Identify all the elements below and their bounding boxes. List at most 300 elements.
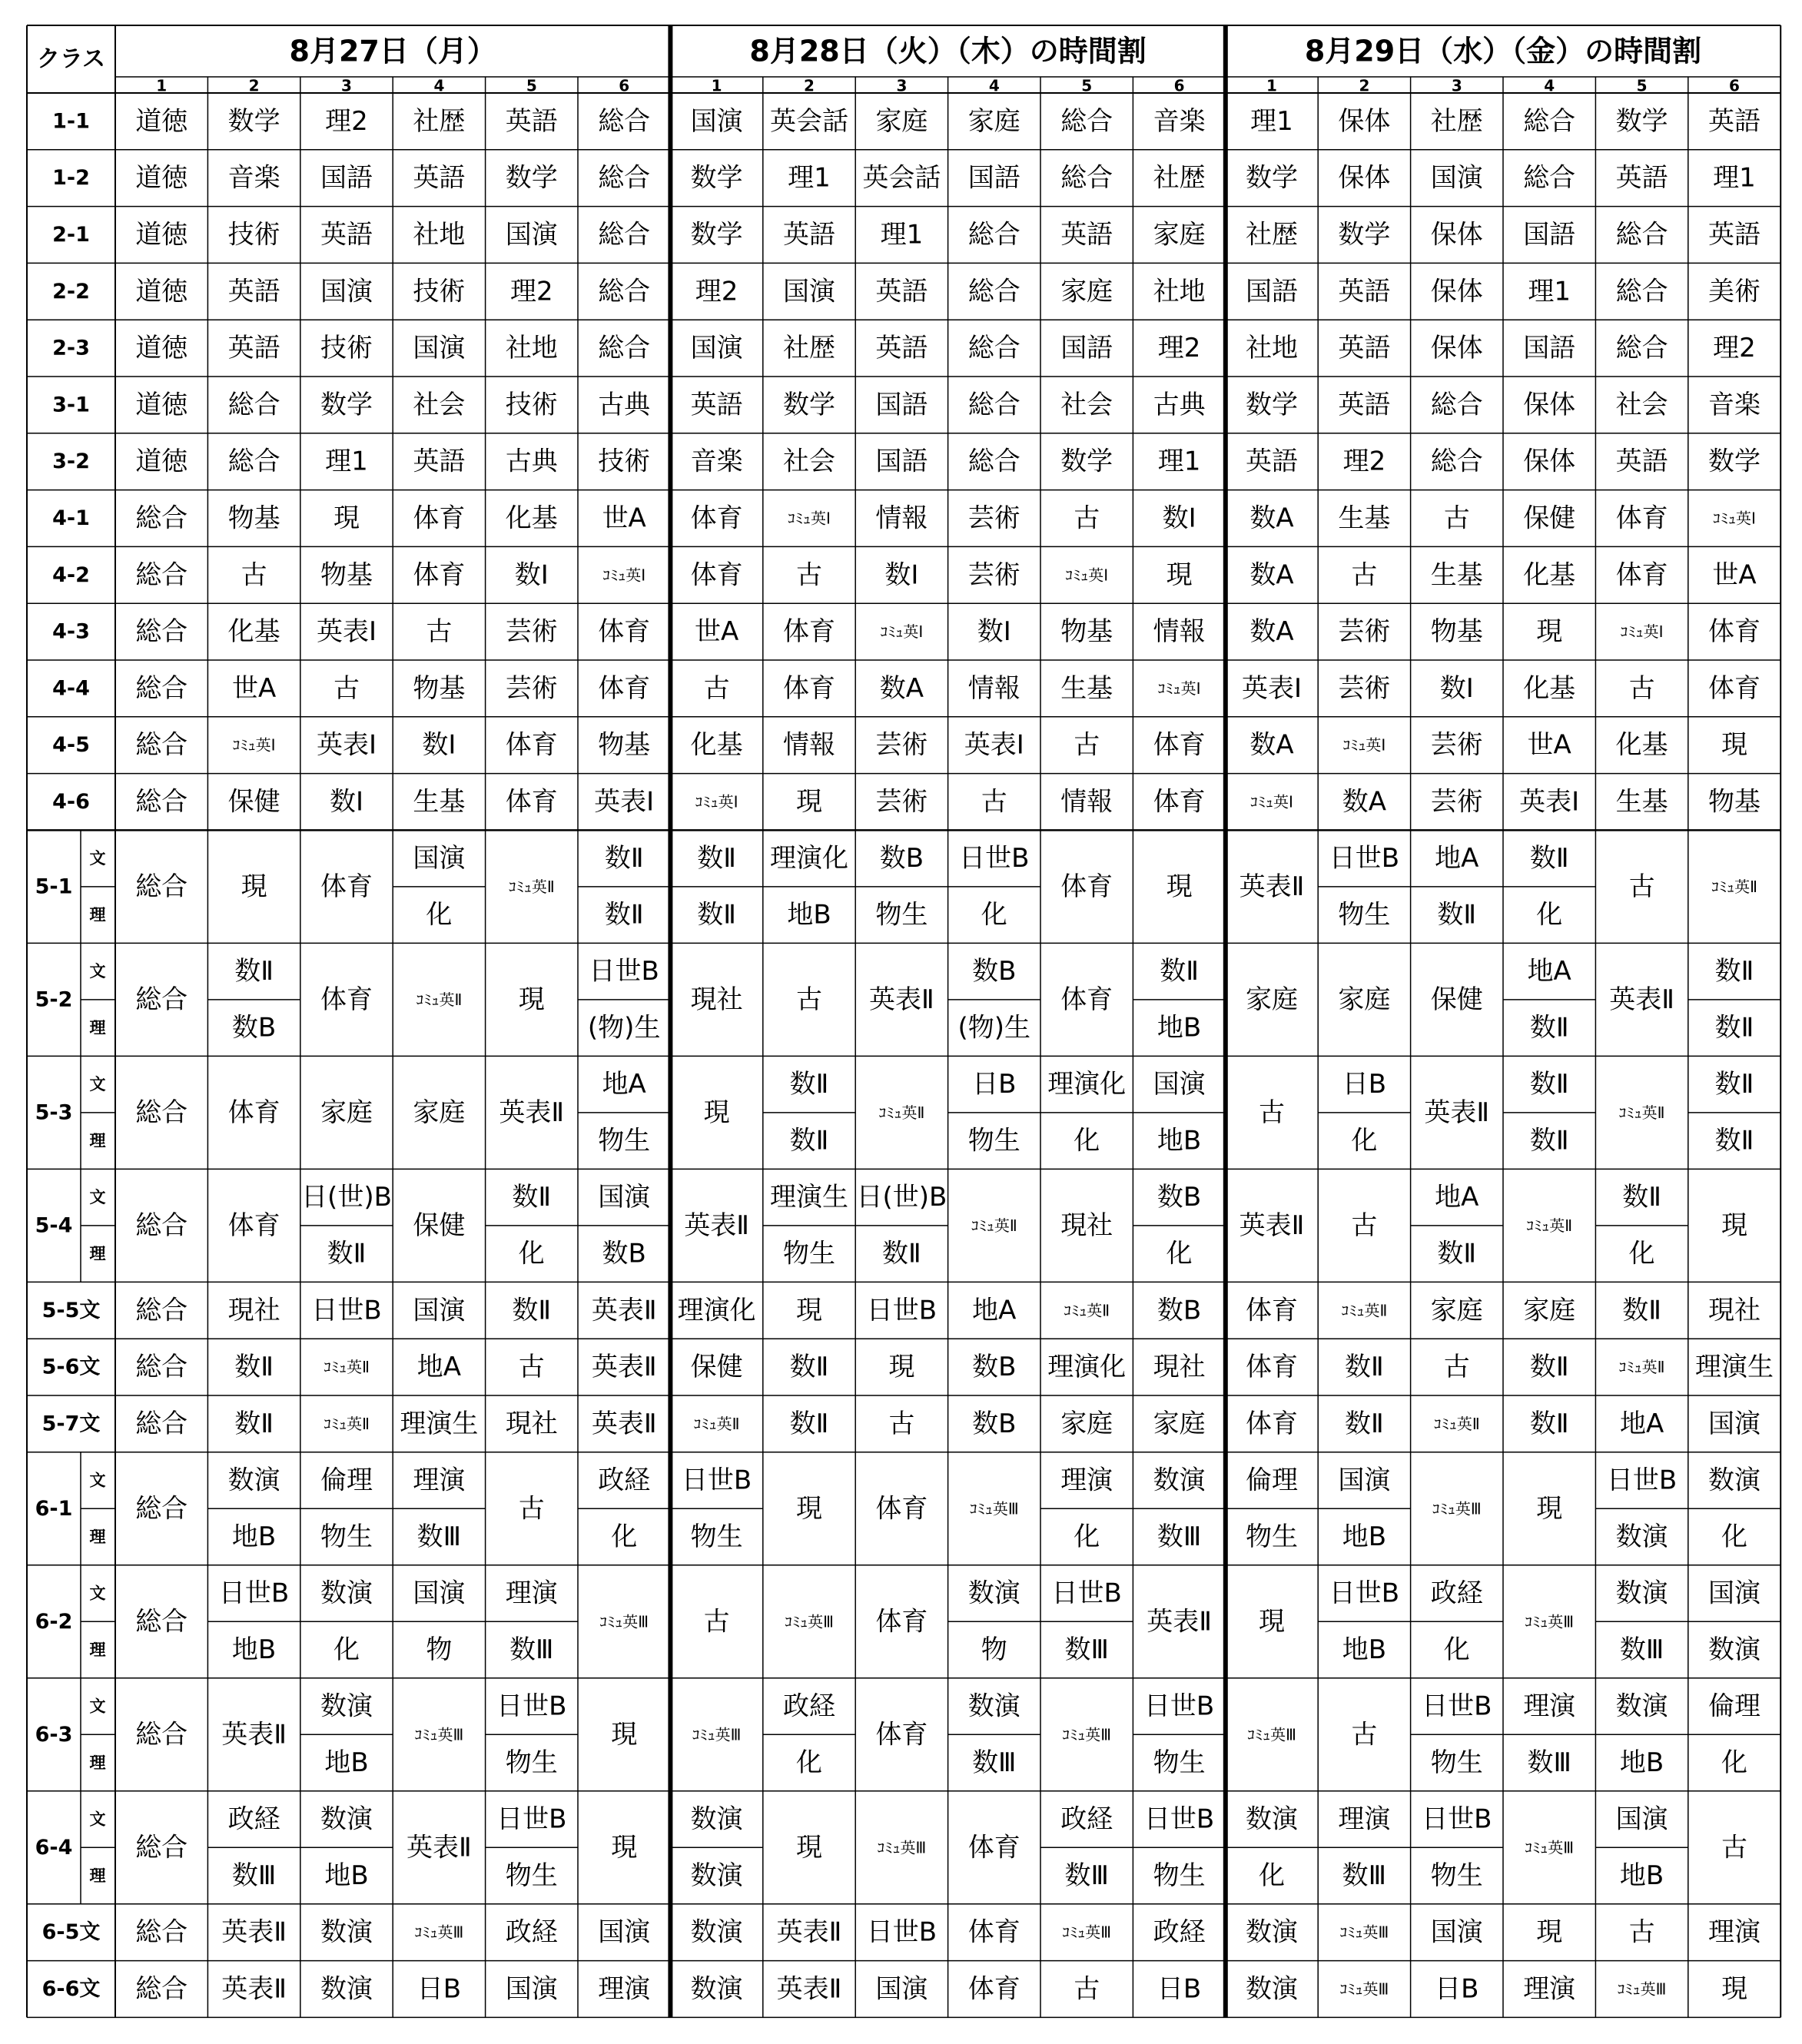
period-number: 2 — [248, 76, 260, 95]
timetable-cell: 英表Ⅰ — [964, 729, 1024, 761]
timetable-cell: 総合 — [1060, 162, 1113, 194]
class-label: 4-1 — [52, 506, 90, 530]
timetable-cell: ｺﾐｭ英Ⅰ — [1065, 566, 1109, 585]
timetable-cell: 日世B — [1606, 1465, 1678, 1496]
timetable-cell: 地B — [1157, 1125, 1202, 1156]
timetable-cell: 総合 — [1523, 162, 1576, 194]
timetable-cell: 世A — [231, 672, 277, 704]
timetable-cell: 国演 — [690, 105, 743, 137]
timetable-cell: 体育 — [1060, 984, 1113, 1015]
timetable-cell: 体育 — [227, 1097, 280, 1128]
timetable-cell: 物生 — [1338, 899, 1391, 931]
timetable-cell: 古 — [1074, 1973, 1100, 2005]
timetable-cell: 数演 — [690, 1916, 743, 1948]
timetable-cell: 世A — [602, 503, 646, 534]
timetable-cell: 体育 — [227, 1209, 280, 1241]
timetable-cell: 日(世)B — [856, 1182, 947, 1213]
timetable-cell: 古 — [334, 672, 360, 704]
timetable-cell: 芸術 — [505, 616, 558, 648]
timetable-cell: 数学 — [1615, 105, 1668, 137]
timetable-cell: 現 — [1536, 616, 1563, 648]
timetable-cell: 数Ⅰ — [422, 729, 456, 761]
timetable-cell: 日B — [416, 1973, 462, 2005]
timetable-cell: 現 — [241, 871, 267, 902]
class-label: 5-3 — [35, 1100, 73, 1125]
timetable-cell: 物生 — [875, 899, 928, 931]
timetable-cell: 数演 — [1708, 1634, 1761, 1666]
timetable-cell: 政経 — [783, 1691, 835, 1722]
timetable-cell: 現 — [703, 1097, 730, 1128]
class-label: 5-4 — [35, 1213, 73, 1238]
timetable-cell: 政経 — [227, 1803, 280, 1835]
timetable-cell: 数Ⅱ — [234, 956, 274, 987]
timetable-cell: 総合 — [598, 219, 651, 251]
timetable-cell: 数演 — [227, 1465, 280, 1496]
class-label: 2-3 — [52, 336, 90, 360]
timetable-cell: 道徳 — [135, 333, 188, 364]
timetable-cell: 日世B — [866, 1295, 938, 1326]
timetable-cell: 体育 — [1153, 786, 1206, 818]
timetable-cell: 数演 — [1615, 1578, 1668, 1609]
timetable-cell: 地B — [324, 1747, 369, 1779]
timetable-cell: 総合 — [1060, 105, 1113, 137]
timetable-cell: 化 — [1721, 1521, 1747, 1553]
timetable-cell: 体育 — [1060, 871, 1113, 902]
timetable-cell: 倫理 — [1708, 1691, 1761, 1722]
timetable-cell: 化 — [981, 899, 1007, 931]
timetable-cell: 数演 — [967, 1691, 1020, 1722]
timetable-cell: 社会 — [1060, 389, 1113, 420]
timetable-cell: 家庭 — [875, 105, 928, 137]
timetable-cell: 現社 — [1708, 1295, 1761, 1326]
timetable-cell: 理2 — [1713, 333, 1756, 364]
track-label-bun: 文 — [89, 1188, 106, 1207]
timetable-cell: 地B — [231, 1634, 277, 1666]
timetable-cell: 英表Ⅱ — [1424, 1097, 1490, 1128]
timetable-cell: 現 — [1721, 1209, 1747, 1241]
timetable-cell: ｺﾐｭ英Ⅱ — [971, 1216, 1017, 1235]
timetable-cell: 日世B — [1329, 843, 1400, 874]
timetable-cell: ｺﾐｭ英Ⅰ — [602, 566, 646, 585]
timetable-cell: 数学 — [690, 219, 743, 251]
timetable-cell: 数Ⅱ — [512, 1295, 552, 1326]
timetable-cell: 総合 — [967, 219, 1020, 251]
timetable-cell: 数Ⅱ — [1529, 1408, 1569, 1439]
timetable-cell: 理演 — [1060, 1465, 1113, 1496]
timetable-cell: 体育 — [598, 672, 651, 704]
timetable-cell: 国演 — [1708, 1408, 1761, 1439]
class-header: クラス — [36, 45, 106, 73]
timetable-cell: 技術 — [598, 446, 651, 477]
timetable-cell: 総合 — [135, 729, 188, 761]
timetable-cell: 芸術 — [1430, 786, 1483, 818]
timetable-cell: 現 — [1536, 1493, 1563, 1525]
timetable-cell: 英語 — [413, 446, 466, 477]
timetable-cell: ｺﾐｭ英Ⅲ — [414, 1725, 464, 1744]
timetable-cell: 総合 — [135, 1832, 188, 1863]
timetable-cell: 数Ⅱ — [789, 1352, 829, 1383]
period-number: 4 — [1544, 76, 1555, 95]
timetable-cell: 日世B — [218, 1578, 290, 1609]
timetable-cell: 社地 — [413, 219, 466, 251]
timetable-cell: 芸術 — [505, 672, 558, 704]
track-label-ri: 理 — [89, 1131, 106, 1150]
track-label-ri: 理 — [89, 1641, 106, 1660]
timetable-cell: 情報 — [1060, 786, 1113, 818]
timetable-cell: 数演 — [1246, 1916, 1298, 1948]
timetable-cell: 総合 — [135, 672, 188, 704]
timetable-cell: 情報 — [967, 672, 1020, 704]
timetable-cell: 理2 — [1157, 333, 1201, 364]
timetable-cell: 政経 — [1060, 1803, 1113, 1835]
timetable-cell: ｺﾐｭ英Ⅲ — [1247, 1725, 1296, 1744]
timetable-cell: 現 — [1166, 871, 1193, 902]
class-label: 2-1 — [52, 223, 90, 247]
timetable-cell: ｺﾐｭ英Ⅰ — [1620, 622, 1664, 642]
timetable-cell: 体育 — [967, 1973, 1020, 2005]
timetable-cell: 数学 — [1246, 162, 1298, 194]
timetable-cell: 数Ⅱ — [1529, 1125, 1569, 1156]
timetable-cell: ｺﾐｭ英Ⅲ — [1432, 1499, 1482, 1518]
class-label: 6-4 — [35, 1835, 73, 1860]
timetable-cell: 古 — [796, 984, 822, 1015]
timetable-cell: 英表Ⅰ — [1241, 672, 1303, 704]
timetable-cell: 地B — [231, 1521, 277, 1553]
timetable-cell: 国演 — [505, 1973, 558, 2005]
timetable-cell: 体育 — [1615, 559, 1668, 591]
timetable-cell: 数学 — [1246, 389, 1298, 420]
timetable-cell: 日世B — [959, 843, 1030, 874]
timetable-cell: 英語 — [1708, 219, 1761, 251]
timetable-cell: 音楽 — [1153, 105, 1206, 137]
timetable-cell: ｺﾐｭ英Ⅲ — [1339, 1979, 1389, 1999]
timetable-cell: 英語 — [875, 276, 928, 307]
class-label: 5-6文 — [41, 1355, 101, 1379]
period-number: 6 — [619, 76, 630, 95]
timetable-cell: 日世B — [1329, 1578, 1400, 1609]
timetable-cell: 現社 — [690, 984, 743, 1015]
timetable-cell: 数学 — [505, 162, 558, 194]
timetable-cell: 物生 — [967, 1125, 1020, 1156]
timetable-cell: ｺﾐｭ英Ⅰ — [1342, 735, 1386, 755]
timetable-cell: 国演 — [690, 333, 743, 364]
timetable-cell: 世A — [1712, 559, 1757, 591]
timetable-cell: 数Ⅱ — [1437, 1238, 1477, 1269]
timetable-cell: 英語 — [505, 105, 558, 137]
track-label-ri: 理 — [89, 1866, 106, 1886]
timetable-cell: ｺﾐｭ英Ⅱ — [1711, 877, 1757, 896]
timetable-cell: 古 — [1074, 729, 1100, 761]
timetable-cell: ｺﾐｭ英Ⅱ — [1618, 1358, 1665, 1377]
timetable-cell: 数Ⅰ — [329, 786, 364, 818]
timetable-cell: ｺﾐｭ英Ⅱ — [508, 877, 555, 896]
class-label: 5-1 — [35, 874, 73, 899]
timetable-cell: 生基 — [1430, 559, 1483, 591]
timetable-cell: 国演 — [598, 1182, 651, 1213]
timetable-cell: 英語 — [1615, 162, 1668, 194]
timetable-cell: 英語 — [1338, 333, 1391, 364]
timetable-cell: 物生 — [598, 1125, 651, 1156]
timetable-cell: ｺﾐｭ英Ⅲ — [1617, 1979, 1667, 1999]
timetable-cell: 総合 — [135, 1097, 188, 1128]
timetable-cell: 理2 — [1342, 446, 1386, 477]
timetable-cell: 数B — [231, 1012, 277, 1044]
timetable-cell: 物基 — [1708, 786, 1761, 818]
timetable-cell: 数学 — [783, 389, 835, 420]
timetable-cell: 総合 — [135, 1408, 188, 1439]
timetable-cell: 英語 — [1060, 219, 1113, 251]
class-label: 6-2 — [35, 1609, 73, 1634]
timetable-cell: 物基 — [1430, 616, 1483, 648]
timetable-cell: 数A — [1249, 616, 1294, 648]
timetable-cell: 数演 — [690, 1860, 743, 1892]
timetable-cell: 理2 — [695, 276, 738, 307]
class-label: 4-2 — [52, 562, 90, 587]
timetable-cell: 物生 — [1430, 1860, 1483, 1892]
timetable-cell: 地B — [1342, 1634, 1387, 1666]
timetable-cell: ｺﾐｭ英Ⅱ — [878, 1103, 925, 1122]
period-number: 1 — [156, 76, 168, 95]
timetable-cell: 化 — [1166, 1238, 1193, 1269]
timetable-cell: 英語 — [227, 333, 280, 364]
timetable-cell: 数B — [1157, 1295, 1202, 1326]
timetable-cell: 総合 — [1615, 333, 1668, 364]
timetable-cell: 数演 — [1708, 1465, 1761, 1496]
timetable-cell: 英表Ⅱ — [221, 1719, 287, 1750]
class-label: 6-1 — [35, 1496, 73, 1521]
timetable-cell: 国語 — [875, 446, 928, 477]
timetable-cell: 物基 — [227, 503, 280, 534]
timetable-cell: 数演 — [320, 1916, 373, 1948]
period-number: 5 — [1636, 76, 1648, 95]
timetable-cell: 体育 — [1246, 1352, 1298, 1383]
timetable-cell: 数Ⅱ — [1622, 1182, 1661, 1213]
timetable-cell: 社歴 — [1430, 105, 1483, 137]
timetable-cell: 数B — [602, 1238, 646, 1269]
timetable-cell: 総合 — [135, 503, 188, 534]
timetable-cell: 古 — [1443, 1352, 1470, 1383]
timetable-cell: 物 — [981, 1634, 1007, 1666]
timetable-cell: 社会 — [413, 389, 466, 420]
timetable-cell: 数学 — [227, 105, 280, 137]
timetable-cell: 理1 — [788, 162, 831, 194]
period-number: 6 — [1729, 76, 1740, 95]
timetable-cell: 国語 — [1523, 333, 1576, 364]
timetable-cell: 数Ⅲ — [416, 1521, 462, 1553]
timetable-cell: 数Ⅱ — [604, 899, 644, 931]
track-label-ri: 理 — [89, 1018, 106, 1037]
timetable-cell: 日世B — [496, 1803, 567, 1835]
timetable-cell: 数学 — [1708, 446, 1761, 477]
timetable-cell: 社地 — [1246, 333, 1298, 364]
timetable-cell: 英表Ⅱ — [869, 984, 934, 1015]
timetable-cell: 情報 — [875, 503, 928, 534]
timetable-cell: 社歴 — [413, 105, 466, 137]
timetable-cell: 英表Ⅱ — [499, 1097, 565, 1128]
timetable-cell: 理演 — [1523, 1973, 1576, 2005]
timetable-cell: 化 — [611, 1521, 638, 1553]
timetable-cell: 古 — [1443, 503, 1470, 534]
timetable-cell: 理演 — [413, 1465, 466, 1496]
timetable-cell: 日B — [1435, 1973, 1479, 2005]
timetable-cell: 国演 — [783, 276, 835, 307]
timetable-cell: 古 — [1351, 559, 1378, 591]
timetable-cell: ｺﾐｭ英Ⅲ — [1525, 1612, 1575, 1631]
timetable-cell: 現 — [518, 984, 545, 1015]
timetable-cell: 物生 — [505, 1860, 558, 1892]
timetable-cell: 化 — [1351, 1125, 1378, 1156]
timetable-cell: 理1 — [1250, 105, 1293, 137]
class-label: 4-3 — [52, 619, 90, 644]
timetable-cell: 体育 — [783, 672, 835, 704]
timetable-cell: 総合 — [135, 1606, 188, 1638]
timetable-cell: 数Ⅱ — [1345, 1352, 1384, 1383]
timetable-cell: 理演化 — [677, 1295, 756, 1326]
timetable-cell: 化基 — [1615, 729, 1668, 761]
timetable-cell: 世A — [1527, 729, 1571, 761]
timetable-cell: 倫理 — [1246, 1465, 1298, 1496]
timetable-cell: 化 — [1259, 1860, 1285, 1892]
timetable-cell: 数A — [1249, 503, 1294, 534]
timetable-cell: 化 — [1074, 1125, 1100, 1156]
timetable-cell: 数Ⅱ — [234, 1352, 274, 1383]
timetable-cell: 古 — [1628, 871, 1655, 902]
timetable-cell: 国演 — [413, 843, 466, 874]
timetable-cell: ｺﾐｭ英Ⅲ — [1062, 1725, 1112, 1744]
timetable-cell: 英表Ⅱ — [591, 1408, 657, 1439]
timetable-cell: 英表Ⅱ — [591, 1352, 657, 1383]
timetable-cell: 現社 — [227, 1295, 280, 1326]
timetable-cell: 総合 — [1430, 389, 1483, 420]
timetable-cell: 家庭 — [1153, 1408, 1206, 1439]
timetable-cell: 古 — [1628, 672, 1655, 704]
class-label: 5-2 — [35, 987, 73, 1012]
class-label: 6-5文 — [41, 1920, 101, 1945]
timetable-cell: 数演 — [1153, 1465, 1206, 1496]
timetable-cell: 化基 — [690, 729, 743, 761]
timetable-cell: 道徳 — [135, 276, 188, 307]
timetable-cell: 英語 — [1338, 276, 1391, 307]
timetable-cell: 家庭 — [1060, 276, 1113, 307]
timetable-cell: 理1 — [880, 219, 924, 251]
timetable-cell: 国演 — [1708, 1578, 1761, 1609]
timetable-cell: 理1 — [325, 446, 368, 477]
timetable-cell: 地A — [1619, 1408, 1664, 1439]
class-label: 3-2 — [52, 450, 90, 474]
timetable-cell: 数Ⅲ — [1619, 1634, 1664, 1666]
timetable-cell: 国語 — [1523, 219, 1576, 251]
timetable-cell: 体育 — [1615, 503, 1668, 534]
timetable-cell: 政経 — [1153, 1916, 1206, 1948]
timetable-cell: 国演 — [875, 1973, 928, 2005]
timetable-cell: 体育 — [690, 503, 743, 534]
timetable-cell: 理1 — [1713, 162, 1756, 194]
track-label-ri: 理 — [89, 905, 106, 924]
timetable-cell: 物基 — [598, 729, 651, 761]
timetable-cell: 国演 — [598, 1916, 651, 1948]
timetable-cell: 古 — [981, 786, 1007, 818]
timetable-cell: 数演 — [690, 1803, 743, 1835]
timetable-cell: 理演化 — [1047, 1069, 1127, 1100]
timetable-cell: 英語 — [1246, 446, 1298, 477]
timetable-cell: 英表Ⅰ — [1519, 786, 1580, 818]
timetable-cell: 保健 — [413, 1209, 466, 1241]
timetable-cell: 英表Ⅰ — [316, 729, 377, 761]
timetable-cell: 数Ⅱ — [512, 1182, 552, 1213]
timetable-cell: 総合 — [967, 333, 1020, 364]
timetable-cell: 現社 — [1060, 1209, 1113, 1241]
timetable-cell: 数Ⅲ — [1527, 1747, 1571, 1779]
track-label-bun: 文 — [89, 1697, 106, 1716]
timetable-cell: ｺﾐｭ英Ⅰ — [1157, 679, 1201, 698]
timetable-cell: 数学 — [320, 389, 373, 420]
timetable-cell: 家庭 — [1523, 1295, 1576, 1326]
timetable-cell: 総合 — [135, 559, 188, 591]
timetable-cell: 生基 — [413, 786, 466, 818]
timetable-cell: 英表Ⅰ — [594, 786, 655, 818]
timetable-cell: 地B — [1342, 1521, 1387, 1553]
timetable-cell: 総合 — [967, 389, 1020, 420]
timetable-cell: 芸術 — [875, 786, 928, 818]
timetable-cell: ｺﾐｭ英Ⅲ — [1525, 1838, 1575, 1857]
timetable-cell: 地A — [1527, 956, 1571, 987]
timetable-cell: 現 — [1536, 1916, 1563, 1948]
class-label: 5-7文 — [41, 1412, 101, 1436]
track-label-bun: 文 — [89, 962, 106, 981]
period-number: 2 — [1359, 76, 1370, 95]
timetable-cell: 地A — [1435, 1182, 1479, 1213]
timetable-cell: 日世B — [311, 1295, 382, 1326]
timetable-cell: 英語 — [1615, 446, 1668, 477]
timetable-cell: 社地 — [1153, 276, 1206, 307]
timetable-cell: 保体 — [1523, 389, 1576, 420]
timetable-cell: ｺﾐｭ英Ⅲ — [1062, 1923, 1112, 1942]
track-label-ri: 理 — [89, 1528, 106, 1547]
timetable-cell: 化 — [426, 899, 453, 931]
timetable-cell: 芸術 — [1430, 729, 1483, 761]
timetable-cell: 理演 — [1338, 1803, 1391, 1835]
timetable-cell: 数Ⅱ — [697, 899, 736, 931]
timetable-cell: 社歴 — [783, 333, 835, 364]
timetable-cell: 数B — [1157, 1182, 1202, 1213]
timetable-cell: 社会 — [1615, 389, 1668, 420]
timetable-cell: 日世B — [1143, 1803, 1215, 1835]
timetable-cell: 数Ⅱ — [789, 1408, 829, 1439]
timetable-cell: 数演 — [1246, 1803, 1298, 1835]
timetable-cell: 数Ⅱ — [882, 1238, 921, 1269]
timetable-cell: 生基 — [1338, 503, 1391, 534]
timetable-cell: 数Ⅲ — [1064, 1860, 1109, 1892]
timetable-cell: 数Ⅰ — [977, 616, 1011, 648]
timetable-cell: 理演化 — [1047, 1352, 1127, 1383]
timetable-cell: ｺﾐｭ英Ⅱ — [1618, 1103, 1665, 1122]
timetable-cell: 化基 — [1523, 672, 1576, 704]
timetable-cell: 生基 — [1615, 786, 1668, 818]
timetable-cell: 日世B — [589, 956, 659, 987]
timetable-cell: 総合 — [135, 1209, 188, 1241]
timetable-cell: 数演 — [320, 1691, 373, 1722]
timetable-cell: 総合 — [967, 446, 1020, 477]
class-label: 6-3 — [35, 1722, 73, 1747]
timetable-cell: 総合 — [598, 276, 651, 307]
timetable-cell: 化 — [334, 1634, 360, 1666]
timetable-cell: 英表Ⅱ — [1609, 984, 1674, 1015]
timetable-cell: 道徳 — [135, 219, 188, 251]
timetable-cell: 技術 — [413, 276, 466, 307]
timetable-cell: 体育 — [598, 616, 651, 648]
timetable-cell: 物基 — [1060, 616, 1113, 648]
timetable-cell: 古典 — [1153, 389, 1206, 420]
